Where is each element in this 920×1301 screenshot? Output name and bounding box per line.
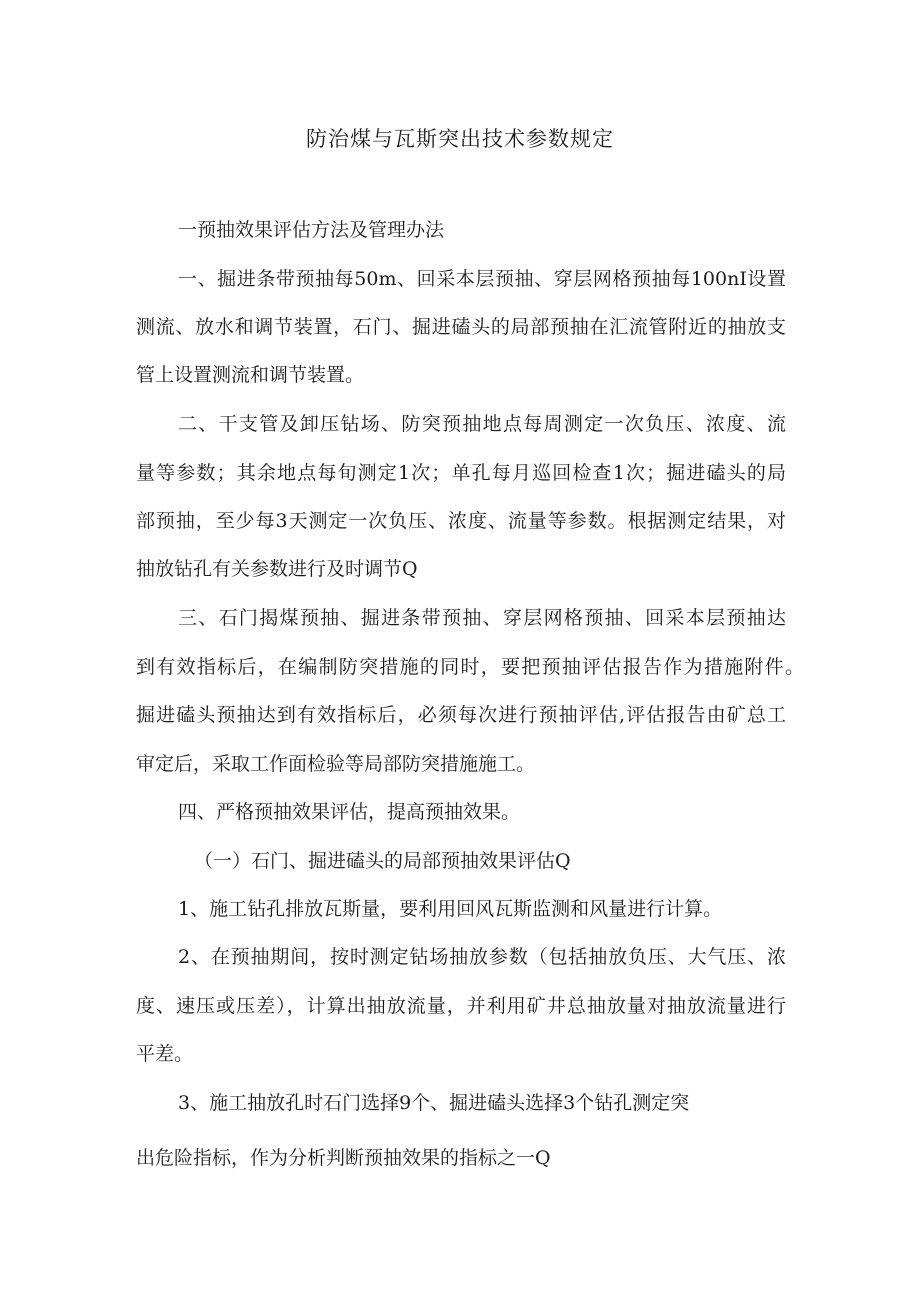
paragraph-line: 平差。: [136, 1043, 194, 1065]
paragraph-line: 审定后，采取工作面检验等局部防突措施施工。: [136, 753, 536, 775]
paragraph-line: 2、在预抽期间，按时测定钻场抽放参数（包括抽放负压、大气压、浓: [178, 946, 786, 968]
paragraph-line: 到有效指标后，在编制防突措施的同时，要把预抽评估报告作为措施附件。: [136, 656, 804, 678]
sub-heading: （一）石门、掘进磕头的局部预抽效果评估Q: [194, 850, 571, 872]
paragraph-line: 量等参数；其余地点每旬测定1次；单孔每月巡回检查1次；掘进磕头的局: [136, 462, 786, 484]
paragraph-line: 测流、放水和调节装置，石门、掘进磕头的局部预抽在汇流管附近的抽放支: [136, 316, 786, 338]
paragraph-line: 三、石门揭煤预抽、掘进条带预抽、穿层网格预抽、回采本层预抽达: [178, 607, 786, 629]
paragraph-line: 一、掘进条带预抽每50m、回采本层预抽、穿层网格预抽每100nI设置: [178, 268, 786, 290]
document-title: 防治煤与瓦斯突出技术参数规定: [306, 127, 614, 151]
paragraph-line: 1、施工钻孔排放瓦斯量，要利用回风瓦斯监测和风量进行计算。: [178, 898, 723, 920]
section-heading: 一预抽效果评估方法及管理办法: [178, 219, 445, 241]
paragraph-line: 部预抽，至少每3天测定一次负压、浓度、流量等参数。根据测定结果，对: [136, 510, 786, 532]
paragraph-line: 出危险指标，作为分析判断预抽效果的指标之一Q: [136, 1147, 551, 1169]
paragraph-line: 二、干支管及卸压钻场、防突预抽地点每周测定一次负压、浓度、流: [178, 413, 786, 435]
paragraph-line: 度、速压或压差），计算出抽放流量，并利用矿井总抽放量对抽放流量进行: [136, 995, 786, 1017]
paragraph-line: 3、施工抽放孔时石门选择9个、掘进磕头选择3个钻孔测定突: [178, 1092, 690, 1114]
paragraph-line: 四、严格预抽效果评估，提高预抽效果。: [178, 801, 521, 823]
paragraph-line: 掘进磕头预抽达到有效指标后，必须每次进行预抽评估,评估报告由矿总工: [136, 704, 786, 726]
paragraph-line: 抽放钻孔有关参数进行及时调节Q: [136, 558, 418, 580]
paragraph-line: 管上设置测流和调节装置。: [136, 364, 365, 386]
